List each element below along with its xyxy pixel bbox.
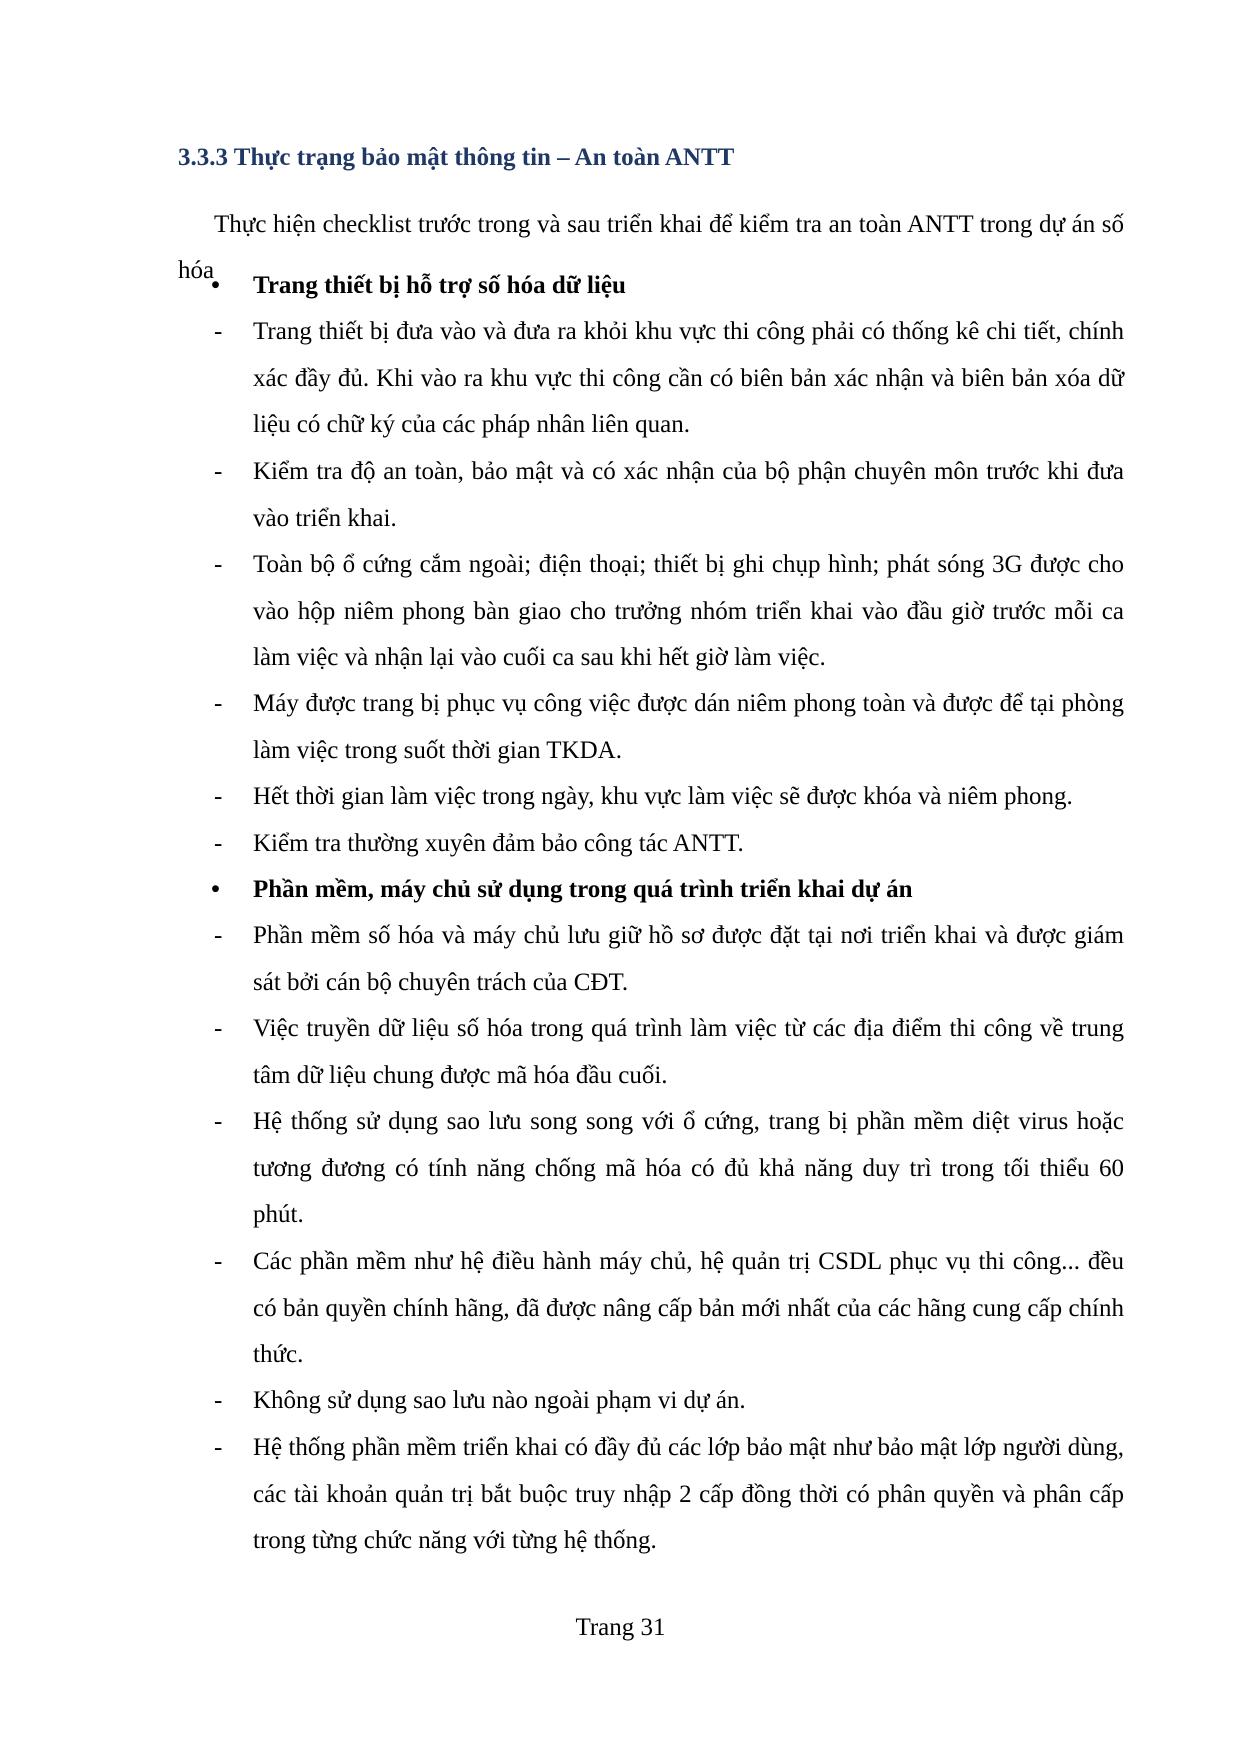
list-item	[178, 542, 1124, 682]
list-item-text: Các phần mềm như hệ điều hành máy chủ, hệ quản trị CSDL phục vụ thi công... đều có bản quyền chính hãng, đã được nâng cấp bản mới nhất của các hãng cung cấp chính thức.	[253, 1248, 1124, 1368]
list-item	[178, 1425, 1124, 1565]
bullet-icon: •	[211, 272, 220, 299]
dash-marker: -	[214, 922, 223, 949]
bullet-icon: •	[211, 876, 220, 903]
list-item-text: Phần mềm số hóa và máy chủ lưu giữ hồ sơ được đặt tại nơi triển khai và được giám sát bởi cán bộ chuyên trách của CĐT.	[253, 922, 1124, 996]
list-item	[178, 309, 1124, 449]
dash-marker: -	[214, 783, 223, 810]
list-item-text: Kiểm tra độ an toàn, bảo mật và có xác nhận của bộ phận chuyên môn trước khi đưa vào triển khai.	[253, 458, 1124, 532]
dash-marker: -	[214, 458, 223, 485]
dash-marker: -	[214, 1108, 223, 1135]
intro-paragraph: Thực hiện checklist trước trong và sau triển khai để kiểm tra an toàn ANTT trong dự án số hóa	[178, 211, 1124, 284]
section-heading: 3.3.3 Thực trạng bảo mật thông tin – An toàn ANTT	[178, 144, 735, 171]
list-item	[178, 449, 1124, 542]
list-item	[178, 1006, 1124, 1099]
list-item-text: Hết thời gian làm việc trong ngày, khu vực làm việc sẽ được khóa và niêm phong.	[253, 783, 1073, 810]
dash-marker: -	[214, 318, 223, 345]
list-item	[178, 681, 1124, 774]
dash-marker: -	[214, 551, 223, 578]
list-item	[178, 1099, 1124, 1239]
list-item	[178, 821, 1124, 868]
dash-marker: -	[214, 1434, 223, 1461]
list-item-text: Toàn bộ ổ cứng cắm ngoài; điện thoại; thiết bị ghi chụp hình; phát sóng 3G được cho vào hộp niêm phong bàn giao cho trưởng nhóm triển khai vào đầu giờ trước mỗi ca làm việc và nhận lại vào cuối ca sau khi hết giờ làm việc.	[253, 551, 1124, 671]
dash-marker: -	[214, 1387, 223, 1414]
dash-marker: -	[214, 690, 223, 717]
list-item-text: Trang thiết bị đưa vào và đưa ra khỏi khu vực thi công phải có thống kê chi tiết, chính xác đầy đủ. Khi vào ra khu vực thi công cần có biên bản xác nhận và biên bản xóa dữ liệu có chữ ký của các pháp nhân liên quan.	[253, 318, 1124, 438]
list-item	[178, 774, 1124, 821]
list-item-text: Kiểm tra thường xuyên đảm bảo công tác ANTT.	[253, 830, 744, 857]
list-item-text: Máy được trang bị phục vụ công việc được dán niêm phong toàn và được để tại phòng làm việc trong suốt thời gian TKDA.	[253, 690, 1124, 764]
dash-marker: -	[214, 1015, 223, 1042]
dash-marker: -	[214, 1248, 223, 1275]
dash-marker: -	[214, 830, 223, 857]
page-number: Trang 31	[575, 1614, 666, 1641]
list-item-text: Không sử dụng sao lưu nào ngoài phạm vi dự án.	[253, 1387, 746, 1414]
section-title-text: Phần mềm, máy chủ sử dụng trong quá trình triển khai dự án	[253, 876, 913, 903]
section-title-hardware	[178, 263, 626, 309]
list-item-text: Việc truyền dữ liệu số hóa trong quá trình làm việc từ các địa điểm thi công về trung tâm dữ liệu chung được mã hóa đầu cuối.	[253, 1015, 1124, 1089]
list-item	[178, 1239, 1124, 1379]
list-item	[178, 1378, 1124, 1425]
list-item-text: Hệ thống sử dụng sao lưu song song với ổ cứng, trang bị phần mềm diệt virus hoặc tương đương có tính năng chống mã hóa có đủ khả năng duy trì trong tối thiểu 60 phút.	[253, 1108, 1124, 1228]
list-item	[178, 913, 1124, 1006]
list-item-text: Hệ thống phần mềm triển khai có đầy đủ các lớp bảo mật như bảo mật lớp người dùng, các tài khoản quản trị bắt buộc truy nhập 2 cấp đồng thời có phân quyền và phân cấp trong từng chức năng với từng hệ thống.	[253, 1434, 1124, 1554]
section-title-text: Trang thiết bị hỗ trợ số hóa dữ liệu	[253, 272, 626, 299]
section-title-software	[178, 867, 913, 913]
